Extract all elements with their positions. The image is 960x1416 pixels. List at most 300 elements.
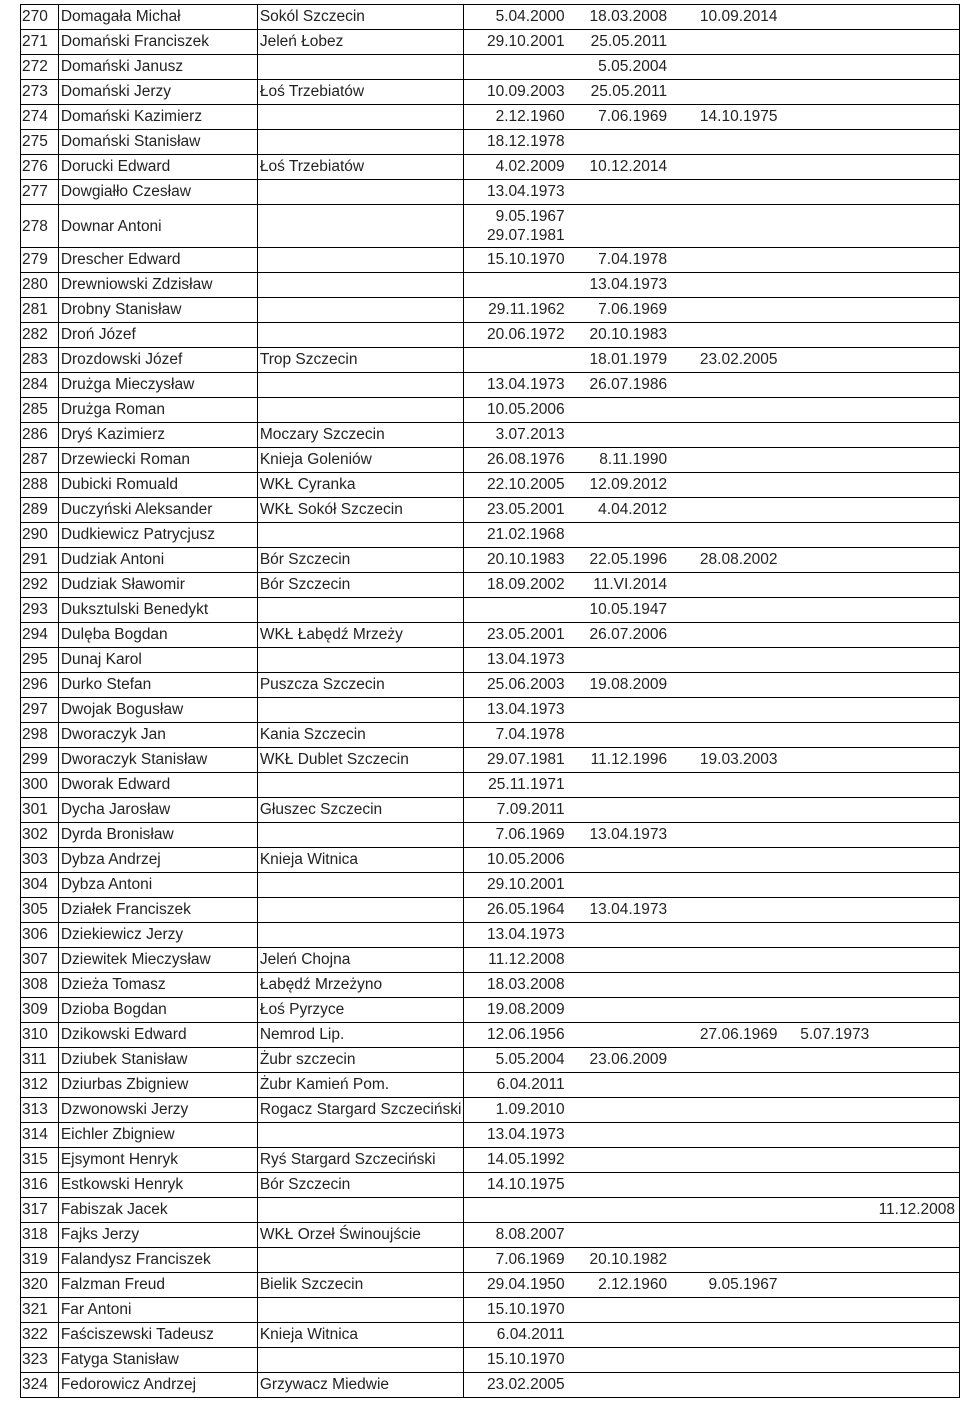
date-cell <box>672 1073 782 1098</box>
date-cell: 21.02.1968 <box>464 523 569 548</box>
date-cell: 20.06.1972 <box>464 323 569 348</box>
date-cell <box>782 1323 874 1348</box>
row-number: 323 <box>21 1348 59 1373</box>
date-cell <box>464 598 569 623</box>
row-number: 284 <box>21 373 59 398</box>
member-name: Downar Antoni <box>58 205 257 248</box>
club-name <box>257 648 464 673</box>
table-row <box>21 273 960 298</box>
row-number: 300 <box>21 773 59 798</box>
date-cell <box>672 323 782 348</box>
date-cell: 25.05.2011 <box>569 80 672 105</box>
date-cell: 23.06.2009 <box>569 1048 672 1073</box>
member-name: Dorucki Edward <box>58 155 257 180</box>
member-name: Dziurbas Zbigniew <box>58 1073 257 1098</box>
club-name <box>257 1298 464 1323</box>
date-cell: 5.07.1973 <box>782 1023 874 1048</box>
club-name: WKŁ Łabędź Mrzeży <box>257 623 464 648</box>
member-name: Fajks Jerzy <box>58 1223 257 1248</box>
table-row <box>21 348 960 373</box>
date-cell <box>874 998 960 1023</box>
date-cell <box>672 180 782 205</box>
date-cell <box>782 848 874 873</box>
row-number: 294 <box>21 623 59 648</box>
date-cell: 11.12.1996 <box>569 748 672 773</box>
date-cell <box>874 1173 960 1198</box>
date-cell <box>672 973 782 998</box>
date-cell <box>672 30 782 55</box>
date-cell <box>782 130 874 155</box>
date-cell <box>782 473 874 498</box>
date-cell <box>874 373 960 398</box>
date-cell: 19.08.2009 <box>464 998 569 1023</box>
club-name: Łabędź Mrzeżyno <box>257 973 464 998</box>
member-name: Domański Jerzy <box>58 80 257 105</box>
row-number: 318 <box>21 1223 59 1248</box>
table-row <box>21 423 960 448</box>
club-name: Knieja Witnica <box>257 1323 464 1348</box>
date-cell <box>874 748 960 773</box>
date-cell <box>782 523 874 548</box>
date-cell <box>672 155 782 180</box>
date-cell <box>874 1373 960 1398</box>
date-cell <box>782 180 874 205</box>
row-number: 321 <box>21 1298 59 1323</box>
date-cell <box>874 105 960 130</box>
date-cell <box>782 30 874 55</box>
table-row <box>21 1348 960 1373</box>
date-cell: 7.06.1969 <box>464 823 569 848</box>
member-name: Drzewiecki Roman <box>58 448 257 473</box>
member-name: Duksztulski Benedykt <box>58 598 257 623</box>
date-cell: 10.05.2006 <box>464 848 569 873</box>
date-cell: 22.05.1996 <box>569 548 672 573</box>
date-cell: 6.04.2011 <box>464 1323 569 1348</box>
member-name: Dworaczyk Stanisław <box>58 748 257 773</box>
date-cell: 3.07.2013 <box>464 423 569 448</box>
date-cell: 18.03.2008 <box>569 5 672 30</box>
date-cell: 7.04.1978 <box>464 723 569 748</box>
table-row <box>21 1023 960 1048</box>
row-number: 293 <box>21 598 59 623</box>
date-cell <box>672 923 782 948</box>
date-cell <box>782 323 874 348</box>
row-number: 292 <box>21 573 59 598</box>
member-name: Dubicki Romuald <box>58 473 257 498</box>
member-name: Dwojak Bogusław <box>58 698 257 723</box>
table-row <box>21 1098 960 1123</box>
date-cell: 13.04.1973 <box>464 180 569 205</box>
club-name: Żubr szczecin <box>257 1048 464 1073</box>
table-row <box>21 1323 960 1348</box>
date-cell <box>672 1048 782 1073</box>
member-name: Domański Stanisław <box>58 130 257 155</box>
date-cell <box>569 1323 672 1348</box>
date-cell <box>569 523 672 548</box>
date-cell: 12.09.2012 <box>569 473 672 498</box>
row-number: 308 <box>21 973 59 998</box>
date-cell <box>672 1223 782 1248</box>
date-cell: 8.11.1990 <box>569 448 672 473</box>
row-number: 301 <box>21 798 59 823</box>
table-row <box>21 623 960 648</box>
member-name: Dzioba Bogdan <box>58 998 257 1023</box>
table-row <box>21 1148 960 1173</box>
club-name: WKŁ Cyranka <box>257 473 464 498</box>
date-value: 29.07.1981 <box>487 227 565 244</box>
date-cell <box>569 423 672 448</box>
date-cell <box>782 398 874 423</box>
date-cell <box>672 423 782 448</box>
table-row <box>21 548 960 573</box>
date-cell <box>672 205 782 248</box>
date-cell: 26.08.1976 <box>464 448 569 473</box>
date-cell <box>569 130 672 155</box>
date-cell: 20.10.1983 <box>569 323 672 348</box>
club-name: WKŁ Orzeł Świnoujście <box>257 1223 464 1248</box>
date-cell: 18.09.2002 <box>464 573 569 598</box>
row-number: 311 <box>21 1048 59 1073</box>
table-row <box>21 180 960 205</box>
club-name: Bór Szczecin <box>257 548 464 573</box>
date-cell <box>782 1273 874 1298</box>
date-cell <box>672 80 782 105</box>
date-cell <box>672 55 782 80</box>
row-number: 306 <box>21 923 59 948</box>
date-cell <box>782 348 874 373</box>
date-cell <box>782 723 874 748</box>
row-number: 309 <box>21 998 59 1023</box>
date-cell <box>782 248 874 273</box>
date-cell: 13.04.1973 <box>464 698 569 723</box>
date-cell <box>874 1323 960 1348</box>
date-cell <box>569 1298 672 1323</box>
member-name: Fabiszak Jacek <box>58 1198 257 1223</box>
date-cell <box>672 1248 782 1273</box>
date-cell <box>672 698 782 723</box>
date-cell: 11.VI.2014 <box>569 573 672 598</box>
date-cell <box>672 1323 782 1348</box>
date-cell <box>672 1123 782 1148</box>
date-cell: 27.06.1969 <box>672 1023 782 1048</box>
club-name: Moczary Szczecin <box>257 423 464 448</box>
date-cell <box>569 1098 672 1123</box>
date-cell: 11.12.2008 <box>464 948 569 973</box>
date-cell: 29.11.1962 <box>464 298 569 323</box>
member-name: Duczyński Aleksander <box>58 498 257 523</box>
member-name: Dudkiewicz Patrycjusz <box>58 523 257 548</box>
member-name: Dunaj Karol <box>58 648 257 673</box>
row-number: 288 <box>21 473 59 498</box>
club-name: Jeleń Chojna <box>257 948 464 973</box>
table-row <box>21 823 960 848</box>
date-cell <box>782 5 874 30</box>
club-name: Rogacz Stargard Szczeciński <box>257 1098 464 1123</box>
date-cell <box>874 773 960 798</box>
club-name: Ryś Stargard Szczeciński <box>257 1148 464 1173</box>
date-cell <box>672 130 782 155</box>
member-name: Dybza Andrzej <box>58 848 257 873</box>
club-name: Sokól Szczecin <box>257 5 464 30</box>
date-cell <box>874 1148 960 1173</box>
row-number: 276 <box>21 155 59 180</box>
club-name: Knieja Witnica <box>257 848 464 873</box>
date-cell <box>782 1048 874 1073</box>
date-cell: 18.12.1978 <box>464 130 569 155</box>
row-number: 312 <box>21 1073 59 1098</box>
date-cell: 29.04.1950 <box>464 1273 569 1298</box>
table-row <box>21 205 960 248</box>
date-cell <box>672 773 782 798</box>
row-number: 317 <box>21 1198 59 1223</box>
date-cell <box>672 798 782 823</box>
date-cell: 14.10.1975 <box>672 105 782 130</box>
member-name: Dowgiałło Czesław <box>58 180 257 205</box>
date-cell <box>874 673 960 698</box>
date-cell <box>874 823 960 848</box>
date-cell: 12.06.1956 <box>464 1023 569 1048</box>
row-number: 290 <box>21 523 59 548</box>
row-number: 278 <box>21 205 59 248</box>
date-cell <box>782 1348 874 1373</box>
date-cell <box>569 1123 672 1148</box>
member-name: Domagała Michał <box>58 5 257 30</box>
member-name: Dycha Jarosław <box>58 798 257 823</box>
date-cell <box>874 573 960 598</box>
date-cell <box>874 598 960 623</box>
date-cell <box>672 1098 782 1123</box>
date-cell <box>782 205 874 248</box>
row-number: 279 <box>21 248 59 273</box>
club-name <box>257 373 464 398</box>
club-name: Grzywacz Miedwie <box>257 1373 464 1398</box>
date-cell <box>874 205 960 248</box>
date-cell <box>672 473 782 498</box>
member-name: Dyrda Bronisław <box>58 823 257 848</box>
table-row <box>21 923 960 948</box>
club-name: Bielik Szczecin <box>257 1273 464 1298</box>
date-cell <box>782 155 874 180</box>
date-cell: 7.06.1969 <box>569 298 672 323</box>
date-cell: 10.09.2014 <box>672 5 782 30</box>
date-cell <box>569 1223 672 1248</box>
member-name: Domański Janusz <box>58 55 257 80</box>
row-number: 295 <box>21 648 59 673</box>
date-cell <box>782 548 874 573</box>
date-cell: 23.02.2005 <box>464 1373 569 1398</box>
date-cell <box>782 598 874 623</box>
date-cell <box>874 798 960 823</box>
date-cell: 29.07.1981 <box>464 748 569 773</box>
date-cell <box>874 548 960 573</box>
date-cell: 11.12.2008 <box>874 1198 960 1223</box>
table-row <box>21 5 960 30</box>
date-cell <box>569 923 672 948</box>
member-name: Drozdowski Józef <box>58 348 257 373</box>
date-cell <box>874 30 960 55</box>
date-cell: 2.12.1960 <box>464 105 569 130</box>
club-name <box>257 923 464 948</box>
date-cell <box>782 798 874 823</box>
date-cell <box>782 1123 874 1148</box>
row-number: 303 <box>21 848 59 873</box>
date-cell <box>782 273 874 298</box>
date-cell <box>569 723 672 748</box>
date-cell: 1.09.2010 <box>464 1098 569 1123</box>
date-cell <box>569 848 672 873</box>
date-cell <box>782 898 874 923</box>
table-row <box>21 498 960 523</box>
table-row <box>21 848 960 873</box>
date-cell <box>782 1298 874 1323</box>
table-row <box>21 1123 960 1148</box>
date-cell: 22.10.2005 <box>464 473 569 498</box>
table-row <box>21 598 960 623</box>
date-cell <box>874 623 960 648</box>
member-name: Fedorowicz Andrzej <box>58 1373 257 1398</box>
member-name: Falzman Freud <box>58 1273 257 1298</box>
date-cell <box>782 573 874 598</box>
date-cell <box>874 848 960 873</box>
table-row <box>21 698 960 723</box>
date-cell <box>672 648 782 673</box>
date-cell: 26.07.1986 <box>569 373 672 398</box>
member-name: Eichler Zbigniew <box>58 1123 257 1148</box>
date-cell: 15.10.1970 <box>464 1298 569 1323</box>
date-cell <box>874 698 960 723</box>
row-number: 310 <box>21 1023 59 1048</box>
table-row <box>21 973 960 998</box>
date-cell: 13.04.1973 <box>569 273 672 298</box>
date-cell <box>569 998 672 1023</box>
date-cell <box>782 623 874 648</box>
club-name: Nemrod Lip. <box>257 1023 464 1048</box>
member-name: Domański Kazimierz <box>58 105 257 130</box>
date-cell <box>782 648 874 673</box>
member-name: Drewniowski Zdzisław <box>58 273 257 298</box>
member-name: Falandysz Franciszek <box>58 1248 257 1273</box>
date-cell <box>672 1173 782 1198</box>
date-cell: 20.10.1983 <box>464 548 569 573</box>
date-cell <box>874 1223 960 1248</box>
date-cell <box>874 348 960 373</box>
table-row <box>21 1248 960 1273</box>
date-cell <box>464 273 569 298</box>
date-cell <box>782 748 874 773</box>
date-cell <box>874 948 960 973</box>
table-row <box>21 55 960 80</box>
club-name <box>257 1348 464 1373</box>
row-number: 291 <box>21 548 59 573</box>
table-row <box>21 773 960 798</box>
date-cell <box>569 1073 672 1098</box>
date-value: 9.05.1967 <box>495 208 565 225</box>
club-name <box>257 105 464 130</box>
member-name: Dziubek Stanisław <box>58 1048 257 1073</box>
date-cell: 4.04.2012 <box>569 498 672 523</box>
member-name: Dzieża Tomasz <box>58 973 257 998</box>
row-number: 305 <box>21 898 59 923</box>
date-cell: 25.06.2003 <box>464 673 569 698</box>
date-cell: 28.08.2002 <box>672 548 782 573</box>
row-number: 319 <box>21 1248 59 1273</box>
table-row <box>21 1273 960 1298</box>
row-number: 316 <box>21 1173 59 1198</box>
table-row <box>21 673 960 698</box>
club-name <box>257 55 464 80</box>
club-name: Głuszec Szczecin <box>257 798 464 823</box>
date-cell: 7.04.1978 <box>569 248 672 273</box>
club-name <box>257 598 464 623</box>
date-cell <box>672 573 782 598</box>
date-cell: 29.10.2001 <box>464 30 569 55</box>
member-name: Dudziak Sławomir <box>58 573 257 598</box>
date-cell <box>782 1098 874 1123</box>
date-cell <box>874 130 960 155</box>
row-number: 315 <box>21 1148 59 1173</box>
club-name: Łoś Trzebiatów <box>257 80 464 105</box>
member-name: Estkowski Henryk <box>58 1173 257 1198</box>
date-cell <box>672 373 782 398</box>
table-row <box>21 298 960 323</box>
row-number: 283 <box>21 348 59 373</box>
club-name <box>257 823 464 848</box>
date-cell <box>874 448 960 473</box>
date-cell <box>672 673 782 698</box>
club-name <box>257 323 464 348</box>
date-cell <box>874 1023 960 1048</box>
date-cell: 13.04.1973 <box>464 923 569 948</box>
member-name: Dryś Kazimierz <box>58 423 257 448</box>
date-cell <box>782 923 874 948</box>
table-row <box>21 155 960 180</box>
date-cell: 13.04.1973 <box>464 648 569 673</box>
row-number: 270 <box>21 5 59 30</box>
date-cell <box>782 873 874 898</box>
date-cell: 19.03.2003 <box>672 748 782 773</box>
row-number: 307 <box>21 948 59 973</box>
date-cell: 26.05.1964 <box>464 898 569 923</box>
date-cell: 7.06.1969 <box>464 1248 569 1273</box>
date-cell <box>672 298 782 323</box>
row-number: 320 <box>21 1273 59 1298</box>
row-number: 282 <box>21 323 59 348</box>
row-number: 298 <box>21 723 59 748</box>
date-cell <box>874 1073 960 1098</box>
date-cell <box>672 1198 782 1223</box>
table-row <box>21 1173 960 1198</box>
row-number: 322 <box>21 1323 59 1348</box>
date-cell <box>464 1198 569 1223</box>
row-number: 287 <box>21 448 59 473</box>
member-name: Drużga Roman <box>58 398 257 423</box>
date-cell <box>569 205 672 248</box>
date-cell: 13.04.1973 <box>569 898 672 923</box>
date-cell <box>874 648 960 673</box>
date-cell <box>782 1173 874 1198</box>
club-name: Żubr Kamień Pom. <box>257 1073 464 1098</box>
table-row <box>21 323 960 348</box>
table-row <box>21 1298 960 1323</box>
date-cell <box>782 823 874 848</box>
date-cell <box>569 1198 672 1223</box>
date-cell <box>672 398 782 423</box>
date-cell <box>569 948 672 973</box>
date-cell <box>782 423 874 448</box>
club-name: Jeleń Łobez <box>257 30 464 55</box>
date-cell <box>782 673 874 698</box>
table-row <box>21 873 960 898</box>
